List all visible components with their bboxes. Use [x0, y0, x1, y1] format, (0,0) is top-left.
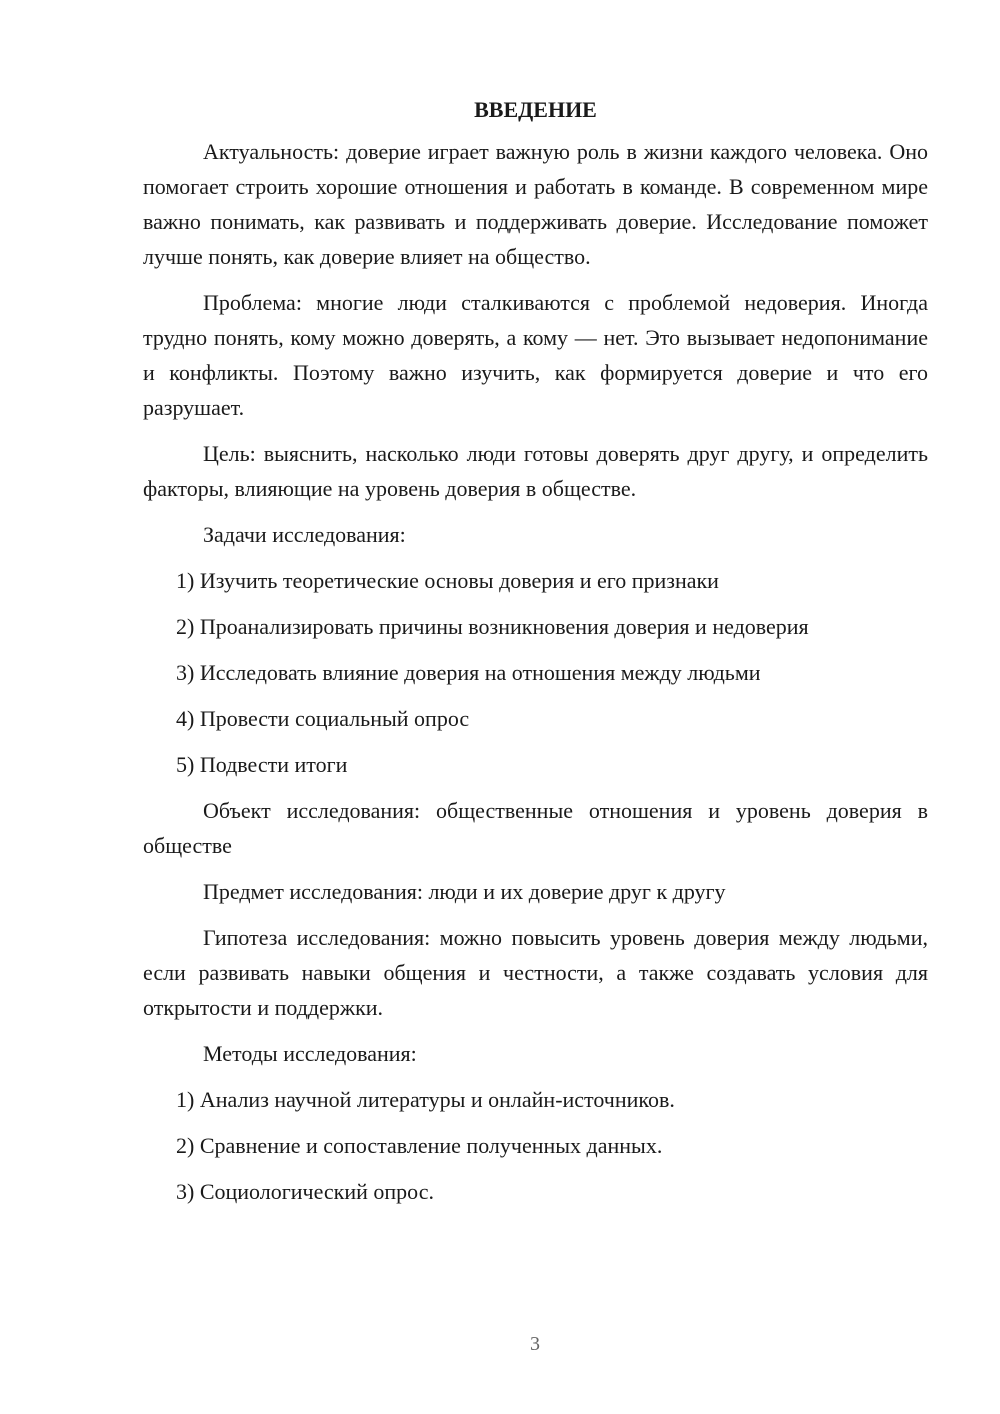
object-paragraph: Объект исследования: общественные отношения и уровень доверия в обществе	[143, 798, 928, 858]
method-item: 1) Анализ научной литературы и онлайн-источников.	[176, 1087, 675, 1112]
section-title: ВВЕДЕНИЕ	[474, 97, 597, 122]
task-item: 5) Подвести итоги	[176, 752, 348, 777]
task-item: 1) Изучить теоретические основы доверия и его признаки	[176, 568, 719, 593]
goal-paragraph: Цель: выяснить, насколько люди готовы доверять друг другу, и определить факторы, влияющие на уровень доверия в обществе.	[143, 441, 928, 501]
hypothesis-paragraph: Гипотеза исследования: можно повысить уровень доверия между людьми, если развивать навыки общения и честности, а также создавать условия для открытости и поддержки.	[143, 925, 928, 1020]
tasks-heading: Задачи исследования:	[203, 522, 406, 547]
task-item: 2) Проанализировать причины возникновения доверия и недоверия	[176, 614, 809, 639]
task-item: 4) Провести социальный опрос	[176, 706, 470, 731]
relevance-paragraph: Актуальность: доверие играет важную роль в жизни каждого человека. Оно помогает строить хорошие отношения и работать в команде. В современном мире важно понимать, как развивать и поддерживать доверие. Исследование поможет лучше понять, как доверие влияет на общество.	[143, 139, 928, 269]
subject-paragraph: Предмет исследования: люди и их доверие друг к другу	[203, 879, 726, 904]
page-number: 3	[530, 1333, 540, 1355]
problem-paragraph: Проблема: многие люди сталкиваются с проблемой недоверия. Иногда трудно понять, кому можно доверять, а кому — нет. Это вызывает недопонимание и конфликты. Поэтому важно изучить, как формируется доверие и что его разрушает.	[143, 290, 928, 420]
document-page	[143, 92, 928, 1220]
method-item: 2) Сравнение и сопоставление полученных данных.	[176, 1133, 663, 1158]
task-item: 3) Исследовать влияние доверия на отношения между людьми	[176, 660, 761, 685]
method-item: 3) Социологический опрос.	[176, 1179, 434, 1204]
methods-heading: Методы исследования:	[203, 1041, 417, 1066]
